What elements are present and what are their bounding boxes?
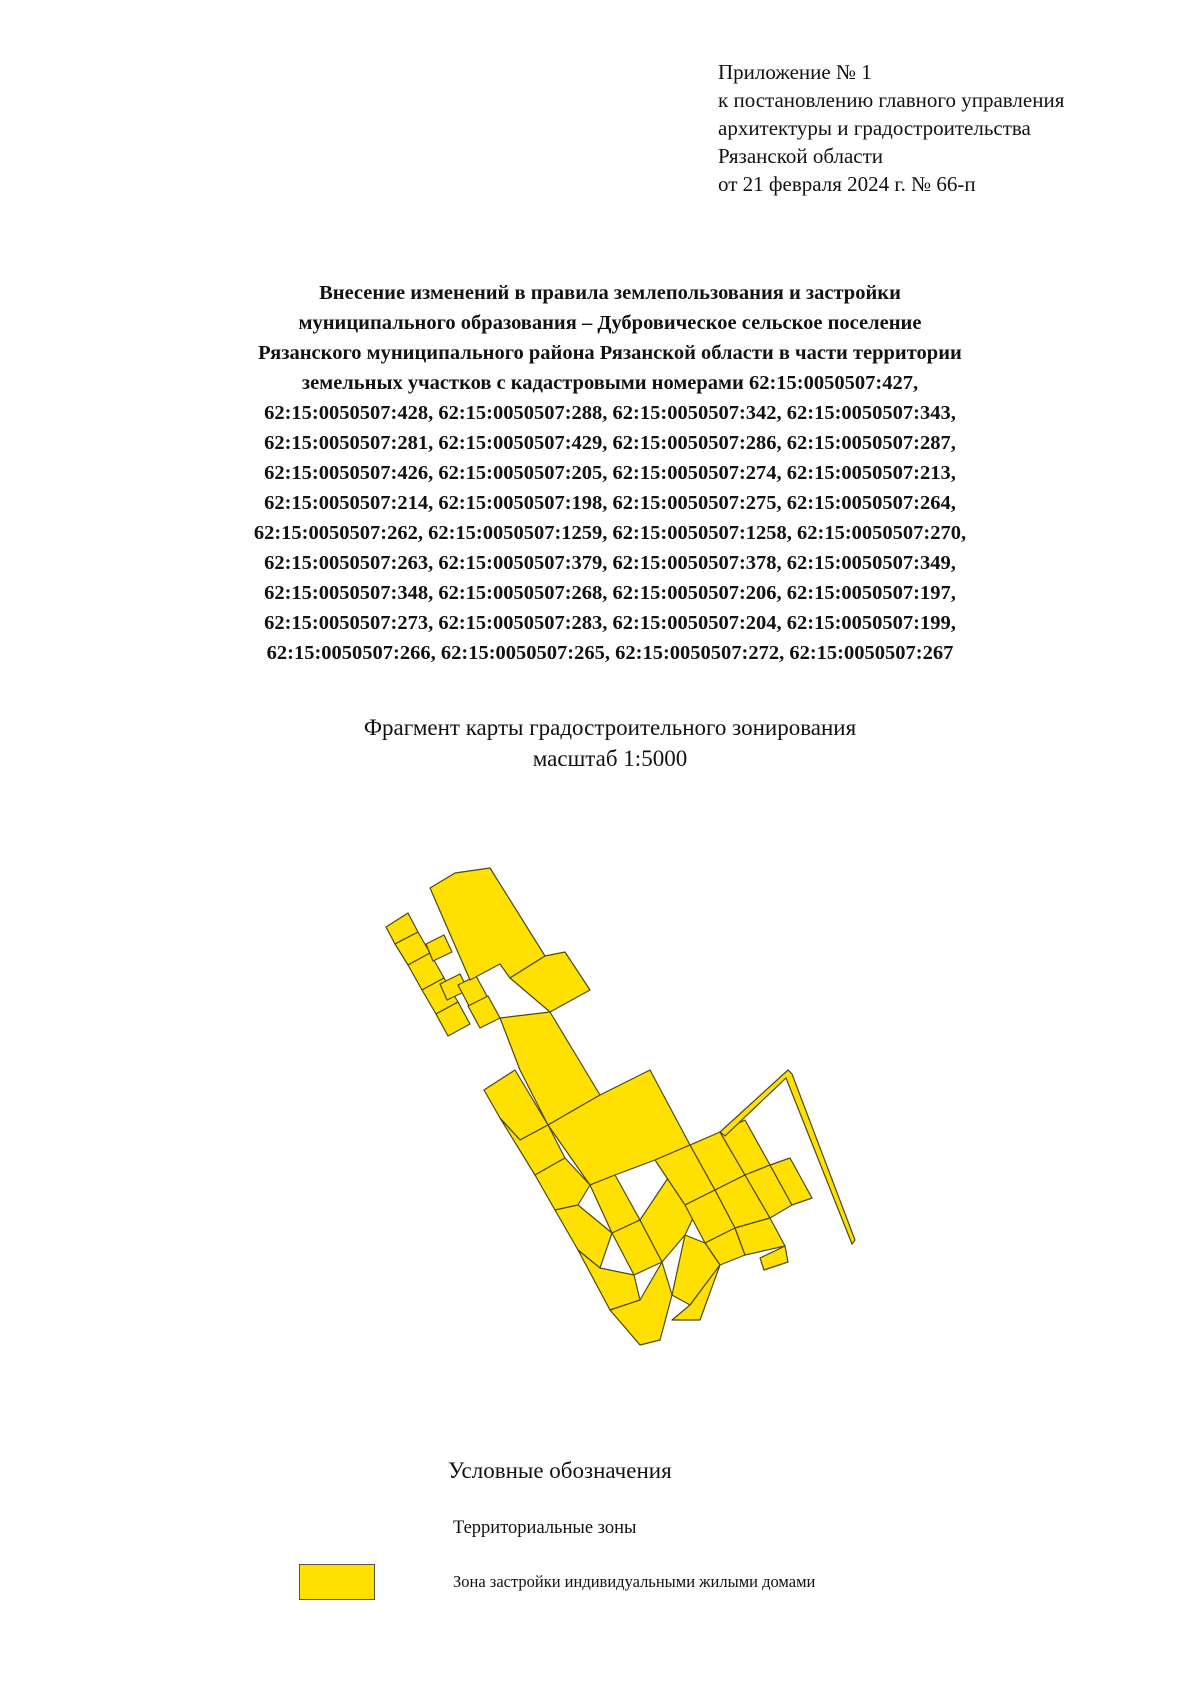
zone-parcel — [430, 868, 545, 980]
attachment-line: Рязанской области — [718, 144, 884, 168]
attachment-line: архитектуры и градостроительства — [718, 116, 1031, 140]
attachment-line: Приложение № 1 — [718, 60, 872, 84]
title-line: 62:15:0050507:266, 62:15:0050507:265, 62:15:0050507:272, 62:15:0050507:267 — [266, 642, 954, 664]
legend-title: Условные обозначения — [448, 1458, 672, 1483]
title-line: 62:15:0050507:263, 62:15:0050507:379, 62:15:0050507:378, 62:15:0050507:349, — [264, 552, 956, 574]
title-line: Внесение изменений в правила землепользования и застройки — [319, 282, 901, 304]
title-line: 62:15:0050507:428, 62:15:0050507:288, 62:15:0050507:342, 62:15:0050507:343, — [264, 402, 956, 424]
legend-item-label: Зона застройки индивидуальными жилыми домами — [453, 1572, 816, 1591]
title-line: муниципального образования – Дубровическое сельское поселение — [298, 312, 922, 334]
title-line: 62:15:0050507:262, 62:15:0050507:1259, 62:15:0050507:1258, 62:15:0050507:270, — [253, 522, 967, 544]
title-line: 62:15:0050507:281, 62:15:0050507:429, 62:15:0050507:286, 62:15:0050507:287, — [264, 432, 956, 454]
title-line: 62:15:0050507:348, 62:15:0050507:268, 62:15:0050507:206, 62:15:0050507:197, — [264, 582, 956, 604]
legend-subtitle: Территориальные зоны — [453, 1518, 637, 1538]
title-line: земельных участков с кадастровыми номерами 62:15:0050507:427, — [301, 372, 919, 394]
title-line: Рязанского муниципального района Рязанской области в части территории — [258, 342, 962, 364]
attachment-line: от 21 февраля 2024 г. № 66-п — [718, 172, 976, 196]
map-caption-title: Фрагмент карты градостроительного зонирования — [363, 715, 857, 740]
map-scale: масштаб 1:5000 — [532, 746, 688, 771]
attachment-line: к постановлению главного управления — [718, 88, 1065, 112]
title-line: 62:15:0050507:273, 62:15:0050507:283, 62:15:0050507:204, 62:15:0050507:199, — [264, 612, 956, 634]
legend-swatch — [299, 1564, 375, 1600]
title-line: 62:15:0050507:214, 62:15:0050507:198, 62:15:0050507:275, 62:15:0050507:264, — [264, 492, 956, 514]
title-line: 62:15:0050507:426, 62:15:0050507:205, 62:15:0050507:274, 62:15:0050507:213, — [264, 462, 956, 484]
